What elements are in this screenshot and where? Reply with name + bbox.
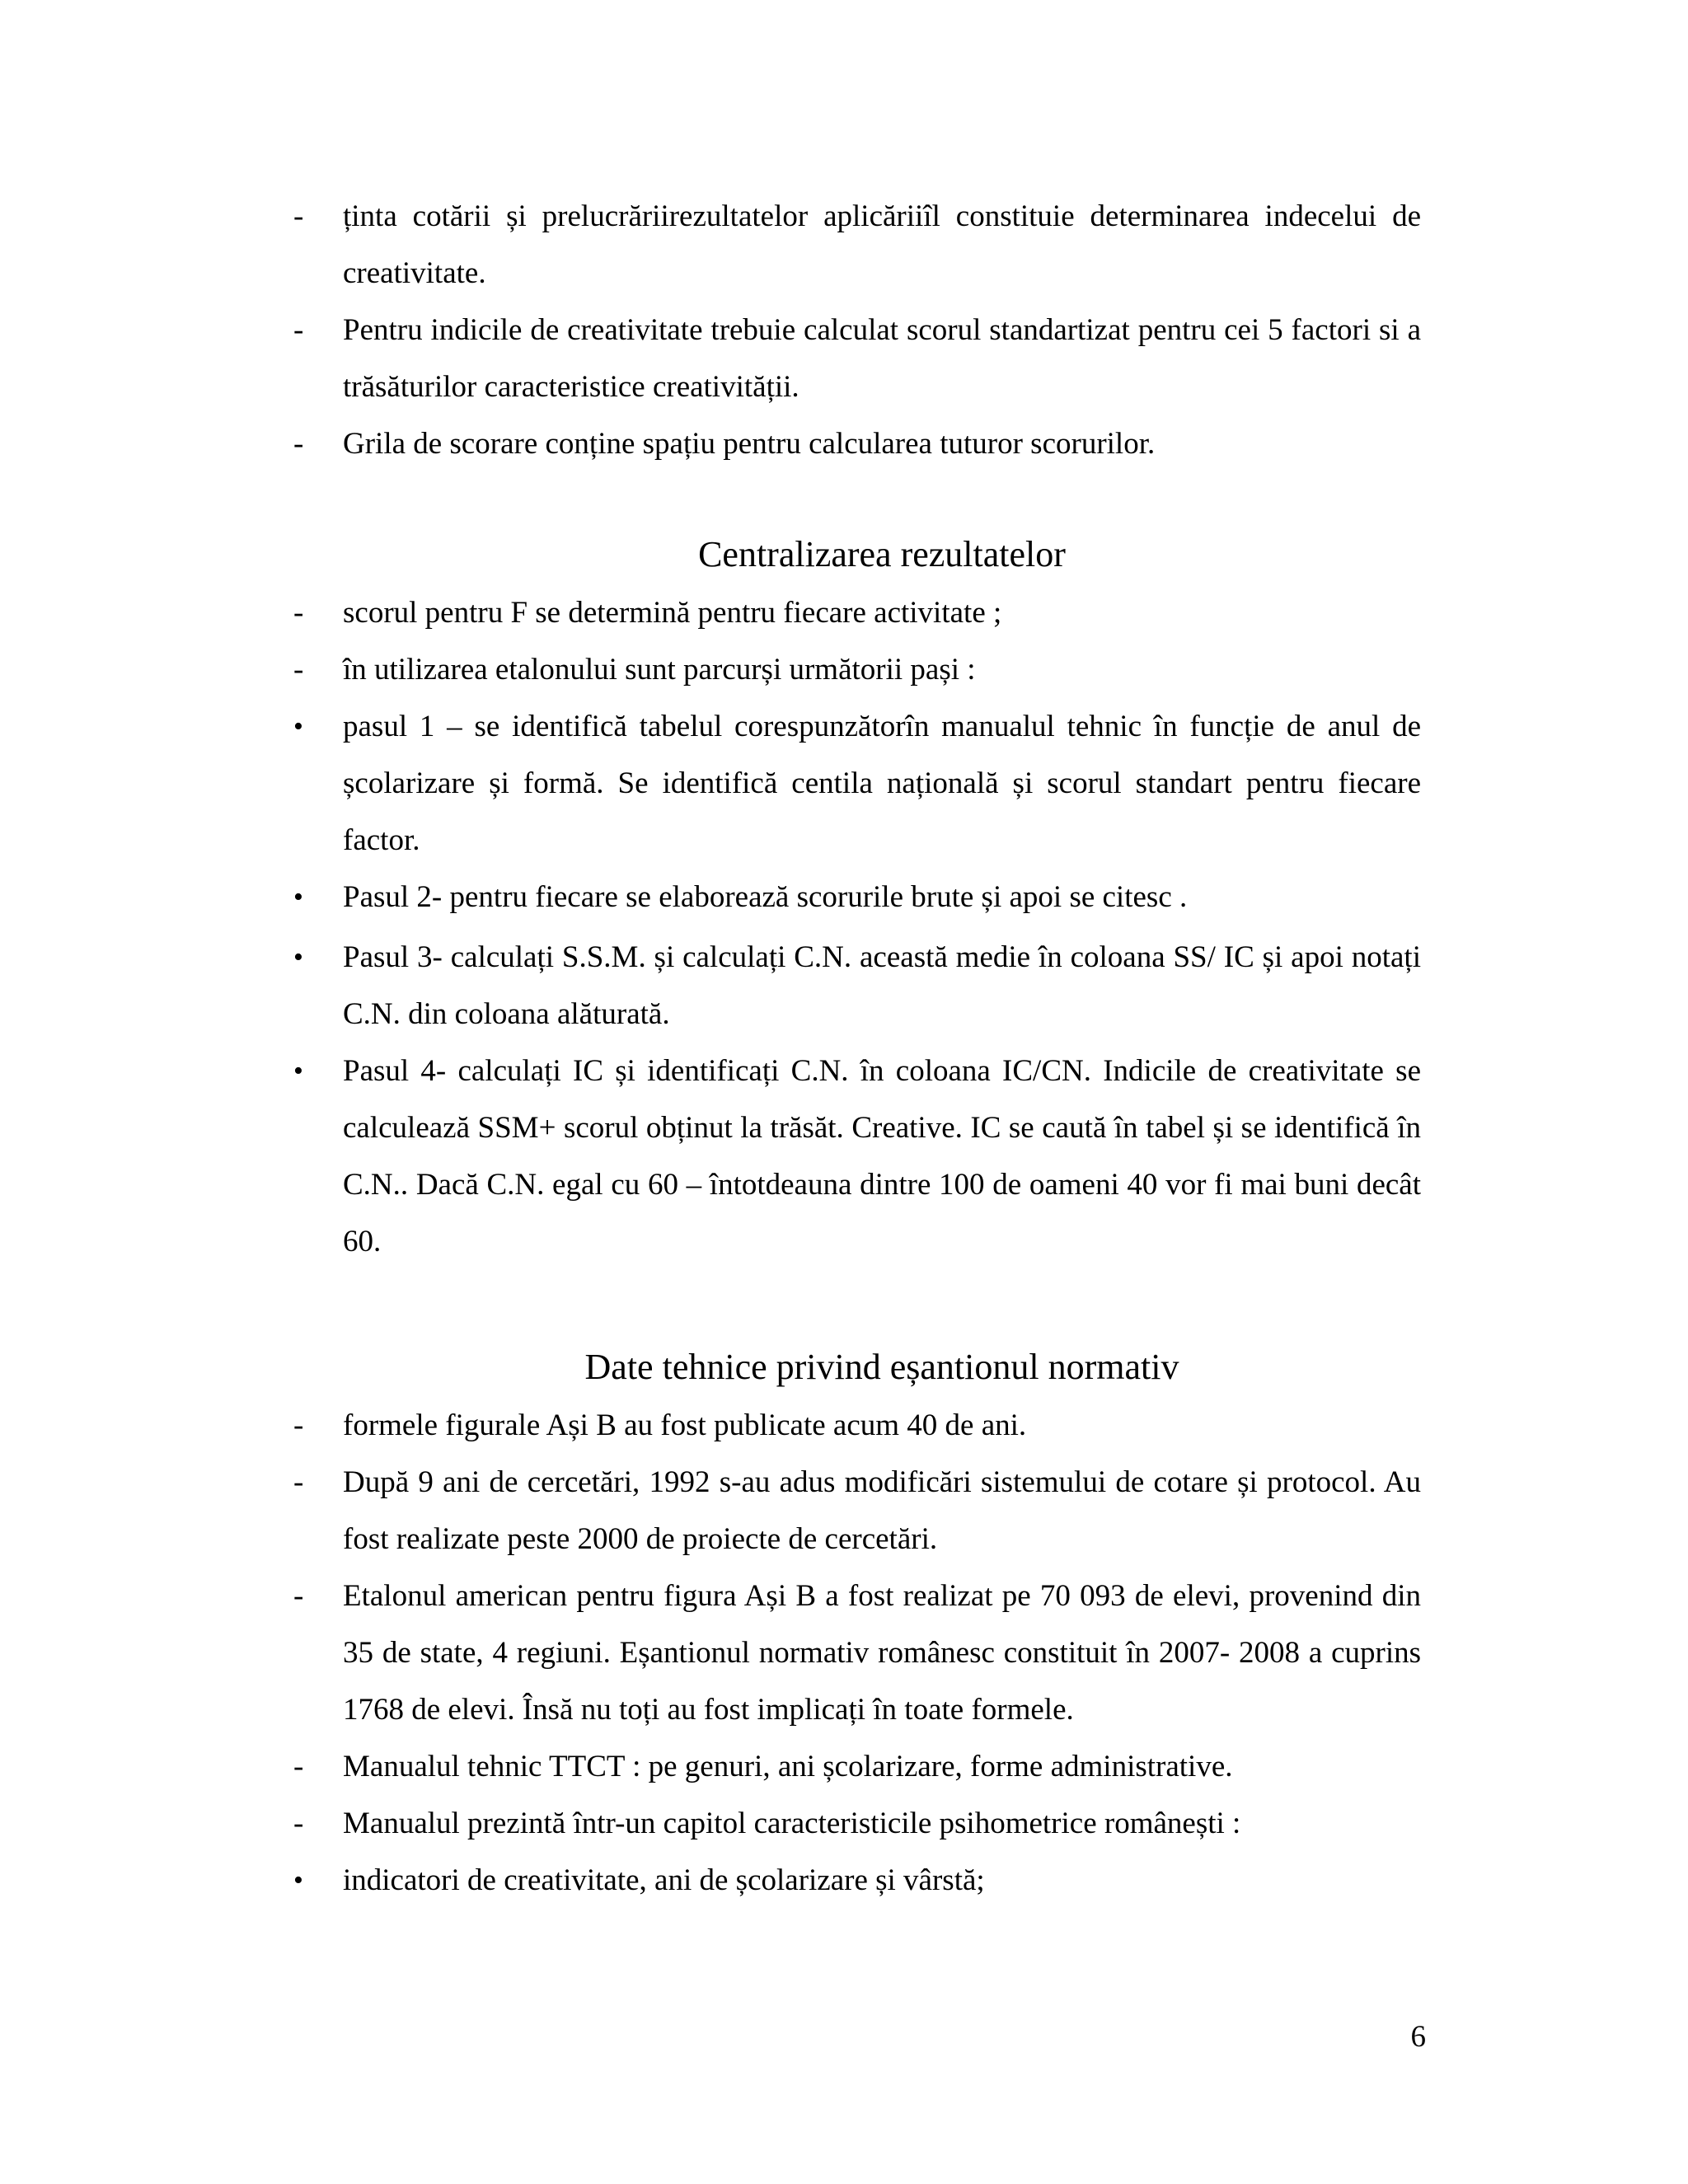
bullet-marker: •: [293, 1865, 303, 1896]
list-item: [293, 1397, 1421, 1454]
dash-marker: -: [293, 199, 304, 233]
list-item-text: Pasul 3- calculați S.S.M. și calculați C.N. această medie în coloana SS/ IC și apoi notați C.N. din coloana alăturată.: [343, 940, 1421, 1031]
page-content: [293, 188, 1421, 1909]
dash-marker: -: [293, 653, 304, 687]
list-item: [293, 1738, 1421, 1795]
dash-marker: -: [293, 313, 304, 347]
date-tehnice-list: [293, 1397, 1421, 1909]
dash-marker: -: [293, 1750, 304, 1783]
list-item-text: Etalonul american pentru figura Ași B a fost realizat pe 70 093 de elevi, provenind din 35 de state, 4 regiuni. Eșantionul normativ românesc constituit în 2007- 2008 a cuprins 1768 de elevi. Însă nu toți au fost implicați în toate formele.: [343, 1579, 1421, 1727]
dash-marker: -: [293, 1579, 304, 1613]
list-item: [293, 929, 1421, 1043]
list-item-text: Manualul tehnic TTCT : pe genuri, ani școlarizare, forme administrative.: [343, 1750, 1233, 1783]
list-item-text: ținta cotării și prelucrăriirezultatelor aplicăriiîl constituie determinarea indecelui de creativitate.: [343, 199, 1421, 290]
dash-marker: -: [293, 1408, 304, 1442]
list-item-text: Manualul prezintă într-un capitol caracteristicile psihometrice românești :: [343, 1807, 1241, 1840]
list-item: [293, 188, 1421, 302]
section-heading-date-tehnice: Date tehnice privind eșantionul normativ: [584, 1347, 1179, 1387]
bullet-marker: •: [293, 711, 303, 742]
page-number: 6: [1410, 2020, 1426, 2054]
list-item-text: indicatori de creativitate, ani de școlarizare și vârstă;: [343, 1863, 985, 1897]
list-item: [293, 1795, 1421, 1852]
list-item: [293, 1043, 1421, 1270]
list-item: [293, 584, 1421, 641]
bullet-marker: •: [293, 882, 303, 912]
dash-marker: -: [293, 427, 304, 461]
list-item: [293, 698, 1421, 869]
list-item: [293, 1454, 1421, 1568]
centralizare-list: [293, 584, 1421, 1270]
list-item-text: scorul pentru F se determină pentru fiecare activitate ;: [343, 596, 1002, 630]
list-item-text: Pasul 2- pentru fiecare se elaborează scorurile brute și apoi se citesc .: [343, 880, 1188, 914]
intro-list: [293, 188, 1421, 472]
list-item-text: pasul 1 – se identifică tabelul corespunzătorîn manualul tehnic în funcție de anul de școlarizare și formă. Se identifică centila națională și scorul standart pentru fiecare factor.: [343, 710, 1421, 857]
list-item-text: După 9 ani de cercetări, 1992 s-au adus modificări sistemului de cotare și protocol. Au fost realizate peste 2000 de proiecte de cercetări.: [343, 1465, 1421, 1556]
list-item-text: în utilizarea etalonului sunt parcurși următorii pași :: [343, 653, 976, 687]
list-item: [293, 1852, 1421, 1909]
section-heading-centralizare: Centralizarea rezultatelor: [698, 534, 1066, 574]
list-item: [293, 1568, 1421, 1738]
list-item: [293, 641, 1421, 698]
bullet-marker: •: [293, 1056, 303, 1086]
list-item-text: formele figurale Ași B au fost publicate acum 40 de ani.: [343, 1408, 1027, 1442]
dash-marker: -: [293, 596, 304, 630]
list-item: [293, 302, 1421, 415]
dash-marker: -: [293, 1807, 304, 1840]
list-item: [293, 415, 1421, 472]
dash-marker: -: [293, 1465, 304, 1499]
list-item: [293, 869, 1421, 926]
bullet-marker: •: [293, 942, 303, 972]
list-item-text: Grila de scorare conține spațiu pentru calcularea tuturor scorurilor.: [343, 427, 1156, 461]
list-item-text: Pentru indicile de creativitate trebuie calculat scorul standartizat pentru cei 5 factori si a trăsăturilor caracteristice creativității.: [343, 313, 1421, 404]
list-item-text: Pasul 4- calculați IC și identificați C.N. în coloana IC/CN. Indicile de creativitate se calculează SSM+ scorul obținut la trăsăt. Creative. IC se caută în tabel și se identifică în C.N.. Dacă C.N. egal cu 60 – întotdeauna dintre 100 de oameni 40 vor fi mai buni decât 60.: [343, 1054, 1421, 1258]
